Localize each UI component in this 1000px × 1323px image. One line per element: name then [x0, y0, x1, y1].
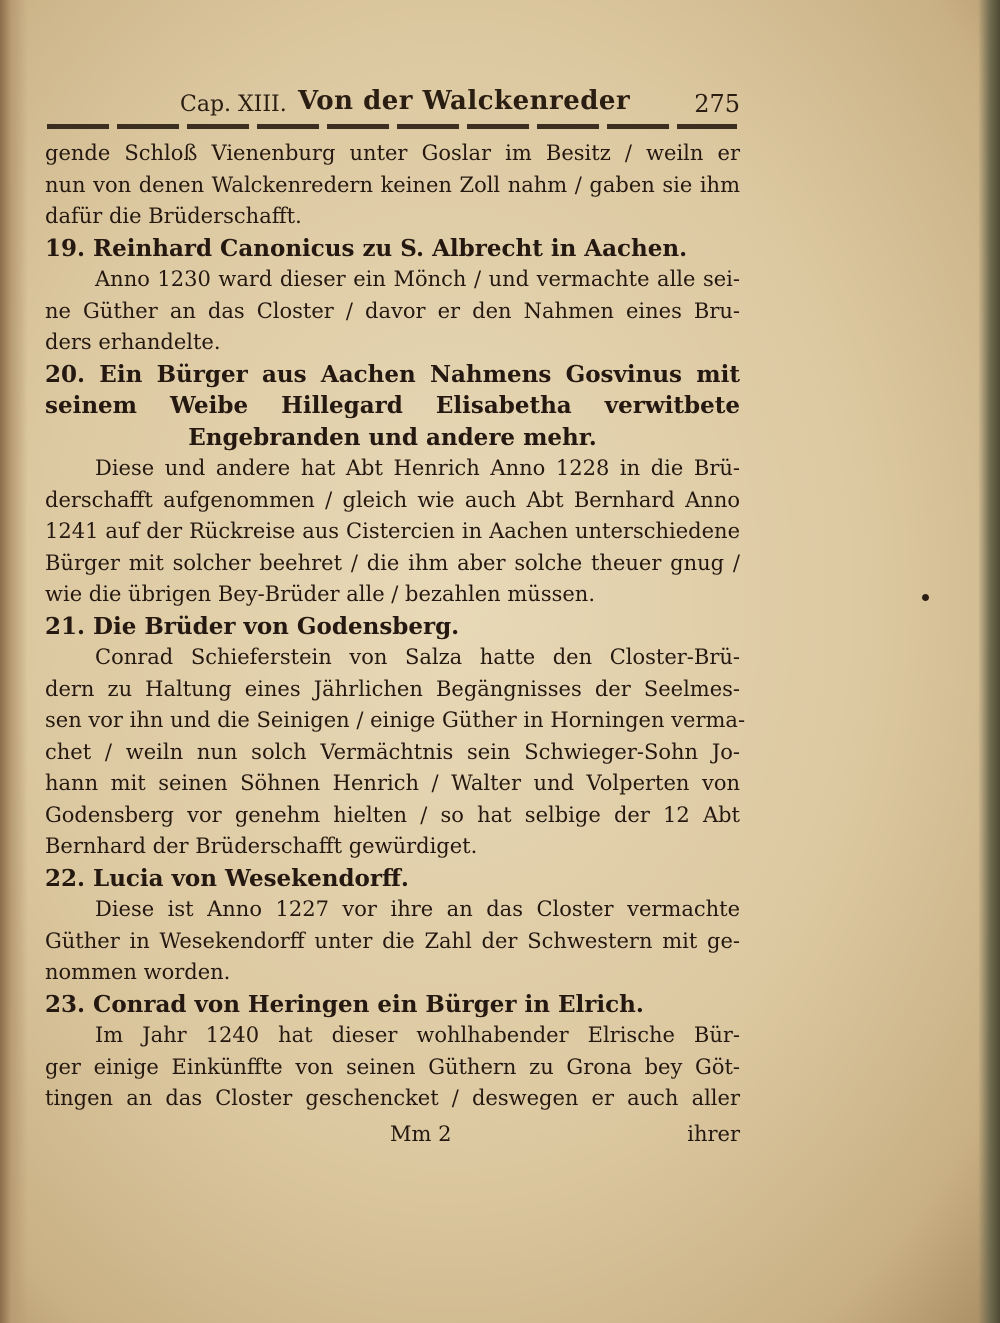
- page-gutter-shadow: [0, 0, 28, 1323]
- text-line: dern zu Haltung eines Jährlichen Begängnisses der Seelmes-: [45, 676, 740, 701]
- page-body: [45, 138, 746, 1115]
- text-line: ger einige Einkünffte von seinen Güthern zu Grona bey Göt-: [45, 1054, 740, 1079]
- page-footer: [390, 1122, 740, 1154]
- text-line: tingen an das Closter geschencket / deswegen er auch aller: [45, 1086, 740, 1110]
- text-line: Diese ist Anno 1227 vor ihre an das Closter vermachte: [95, 897, 740, 921]
- running-title: Von der Walckenreder: [298, 86, 631, 116]
- entry-heading-19: 19. Reinhard Canonicus zu S. Albrecht in Aachen.: [45, 234, 688, 262]
- text-line: gende Schloß Vienenburg unter Goslar im Besitz / weiln er: [45, 141, 740, 165]
- text-line: Güther in Wesekendorff unter die Zahl der Schwestern mit ge-: [45, 928, 740, 953]
- text-line: Bernhard der Brüderschafft gewürdiget.: [45, 834, 478, 858]
- text-line: nommen worden.: [45, 960, 231, 984]
- running-header: [180, 86, 740, 122]
- text-line: Godensberg vor genehm hielten / so hat selbige der 12 Abt: [45, 802, 740, 827]
- text-line: hann mit seinen Söhnen Henrich / Walter und Volperten von: [45, 771, 740, 795]
- text-line: nun von denen Walckenredern keinen Zoll nahm / gaben sie ihm: [45, 172, 740, 197]
- page-number: 275: [694, 90, 740, 118]
- entry-heading-20-cont: seinem Weibe Hillegard Elisabetha verwitbete: [45, 392, 740, 419]
- text-line: Conrad Schieferstein von Salza hatte den Closter-Brü-: [95, 645, 740, 669]
- catchword: ihrer: [687, 1122, 740, 1146]
- text-line: 1241 auf der Rückreise aus Cistercien in Aachen unterschiedene: [45, 519, 740, 543]
- ink-spot: [922, 594, 929, 601]
- text-line: Im Jahr 1240 hat dieser wohlhabender Elrische Bür-: [95, 1023, 740, 1047]
- text-line: sen vor ihn und die Seinigen / einige Güther in Horningen verma-: [45, 708, 746, 732]
- entry-heading-23: 23. Conrad von Heringen ein Bürger in Elrich.: [45, 990, 644, 1018]
- page-edge-shadow: [978, 0, 1000, 1323]
- entry-heading-20: 20. Ein Bürger aus Aachen Nahmens Gosvinus mit: [45, 360, 740, 388]
- text-line: ders erhandelte.: [45, 330, 221, 354]
- text-line: Diese und andere hat Abt Henrich Anno 1228 in die Brü-: [95, 456, 740, 480]
- text-line: ne Güther an das Closter / davor er den Nahmen eines Bru-: [45, 298, 740, 323]
- chapter-label: Cap. XIII.: [180, 92, 287, 117]
- signature-mark: Mm 2: [390, 1122, 452, 1146]
- entry-heading-20-end: Engebranden und andere mehr.: [188, 423, 597, 451]
- header-rule: [47, 124, 737, 129]
- text-line: Anno 1230 ward dieser ein Mönch / und vermachte alle sei-: [95, 267, 740, 291]
- text-line: Bürger mit solcher beehret / die ihm aber solche theuer gnug /: [45, 550, 740, 575]
- entry-heading-22: 22. Lucia von Wesekendorff.: [45, 864, 409, 892]
- entry-heading-21: 21. Die Brüder von Godensberg.: [45, 612, 460, 640]
- text-line: dafür die Brüderschafft.: [45, 204, 302, 228]
- text-line: derschafft aufgenommen / gleich wie auch Abt Bernhard Anno: [45, 487, 740, 512]
- text-line: chet / weiln nun solch Vermächtnis sein Schwieger-Sohn Jo-: [45, 739, 740, 764]
- text-line: wie die übrigen Bey-Brüder alle / bezahlen müssen.: [45, 582, 595, 606]
